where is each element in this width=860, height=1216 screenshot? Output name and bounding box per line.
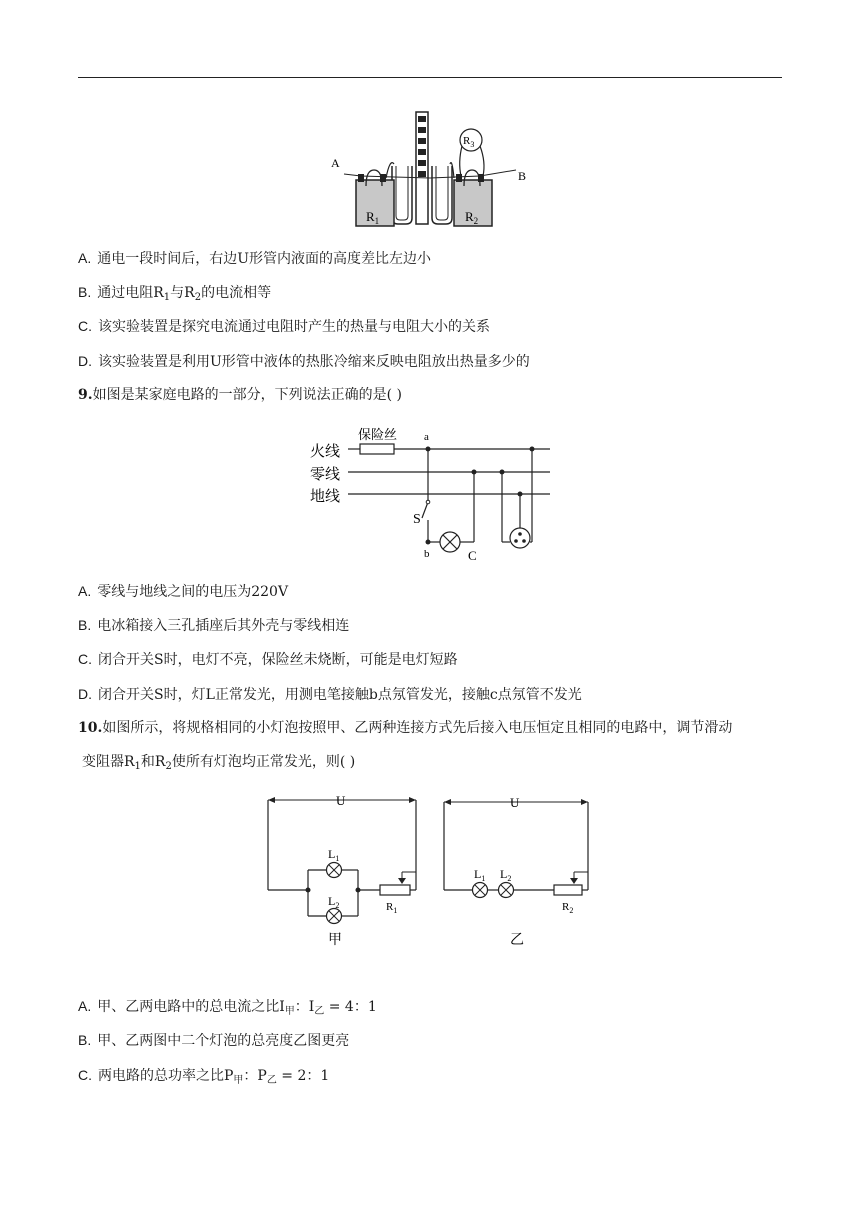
r3-label: $R_3$ [463, 135, 475, 149]
u-tube-experiment-figure [330, 106, 530, 232]
l2-label: $L_2$ [500, 867, 512, 883]
rheostat-r2 [554, 885, 582, 895]
label-a: A [331, 156, 340, 170]
label-b: B [518, 169, 527, 183]
q9-stem: 9.如图是某家庭电路的一部分，下列说法正确的是( ) [78, 387, 402, 403]
fuse-label: 保险丝 [358, 427, 398, 442]
q8-option-b: B. 通过电阻$R_1$与$R_2$的电流相等 [78, 284, 272, 303]
q10-option-a: A. 甲、乙两电路中的总电流之比$I_甲$：$I_乙 = 4$：1 [78, 998, 377, 1017]
q10-stem-line2: 变阻器$R_1$和$R_2$使所有灯泡均正常发光，则( ) [82, 754, 356, 772]
q8-option-a: A. 通电一段时间后，右边U形管内液面的高度差比左边小 [78, 250, 432, 267]
neutral-line-label: 零线 [310, 467, 341, 483]
fuse [360, 444, 394, 454]
switch-s-label: S [413, 512, 421, 527]
q10-option-b: B. 甲、乙两图中二个灯泡的总亮度乙图更亮 [78, 1032, 350, 1049]
r1-label: $R_1$ [366, 209, 380, 226]
voltage-u-label: U [336, 793, 346, 808]
q10-stem-line1: 10.如图所示，将规格相同的小灯泡按照甲、乙两种连接方式先后接入电压恒定且相同的电路中，调节滑动 [78, 720, 733, 736]
q10-option-c: C. 两电路的总功率之比$P_甲$：$P_乙 = 2$：1 [78, 1067, 330, 1086]
three-hole-socket-icon [510, 528, 530, 548]
rheostat-r1 [380, 885, 410, 895]
q9-option-c: C. 闭合开关S时，电灯不亮，保险丝未烧断，可能是电灯短路 [78, 651, 458, 668]
q8-option-d: D. 该实验装置是利用U形管中液体的热胀冷缩来反映电阻放出热量多少的 [78, 353, 530, 370]
household-circuit-figure [308, 424, 558, 564]
circuit-jia-label: 甲 [328, 933, 342, 948]
point-a-label: a [424, 431, 429, 443]
circuit-yi [444, 795, 588, 948]
switch-s [422, 502, 428, 518]
q8-option-c: C. 该实验装置是探究电流通过电阻时产生的热量与电阻大小的关系 [78, 318, 490, 335]
header-rule [78, 77, 782, 78]
point-c-label: C [468, 548, 477, 563]
parallel-series-circuits-figure [262, 792, 600, 952]
circuit-jia [268, 793, 416, 948]
r2-label: $R_2$ [562, 901, 574, 915]
q9-option-d: D. 闭合开关S时，灯L正常发光，用测电笔接触b点氖管发光，接触c点氖管不发光 [78, 686, 582, 703]
l1-label: $L_1$ [474, 867, 486, 883]
point-b-label: b [424, 548, 430, 560]
q9-option-b: B. 电冰箱接入三孔插座后其外壳与零线相连 [78, 617, 350, 634]
fire-line-label: 火线 [310, 444, 341, 460]
r2-label: $R_2$ [465, 209, 479, 226]
l2-label: $L_2$ [328, 894, 340, 910]
l1-label: $L_1$ [328, 847, 340, 863]
q9-option-a: A. 零线与地线之间的电压为220V [78, 583, 289, 600]
voltage-u-label: U [510, 795, 520, 810]
r1-label: $R_1$ [386, 901, 398, 915]
ground-line-label: 地线 [310, 489, 341, 505]
circuit-yi-label: 乙 [510, 933, 524, 948]
